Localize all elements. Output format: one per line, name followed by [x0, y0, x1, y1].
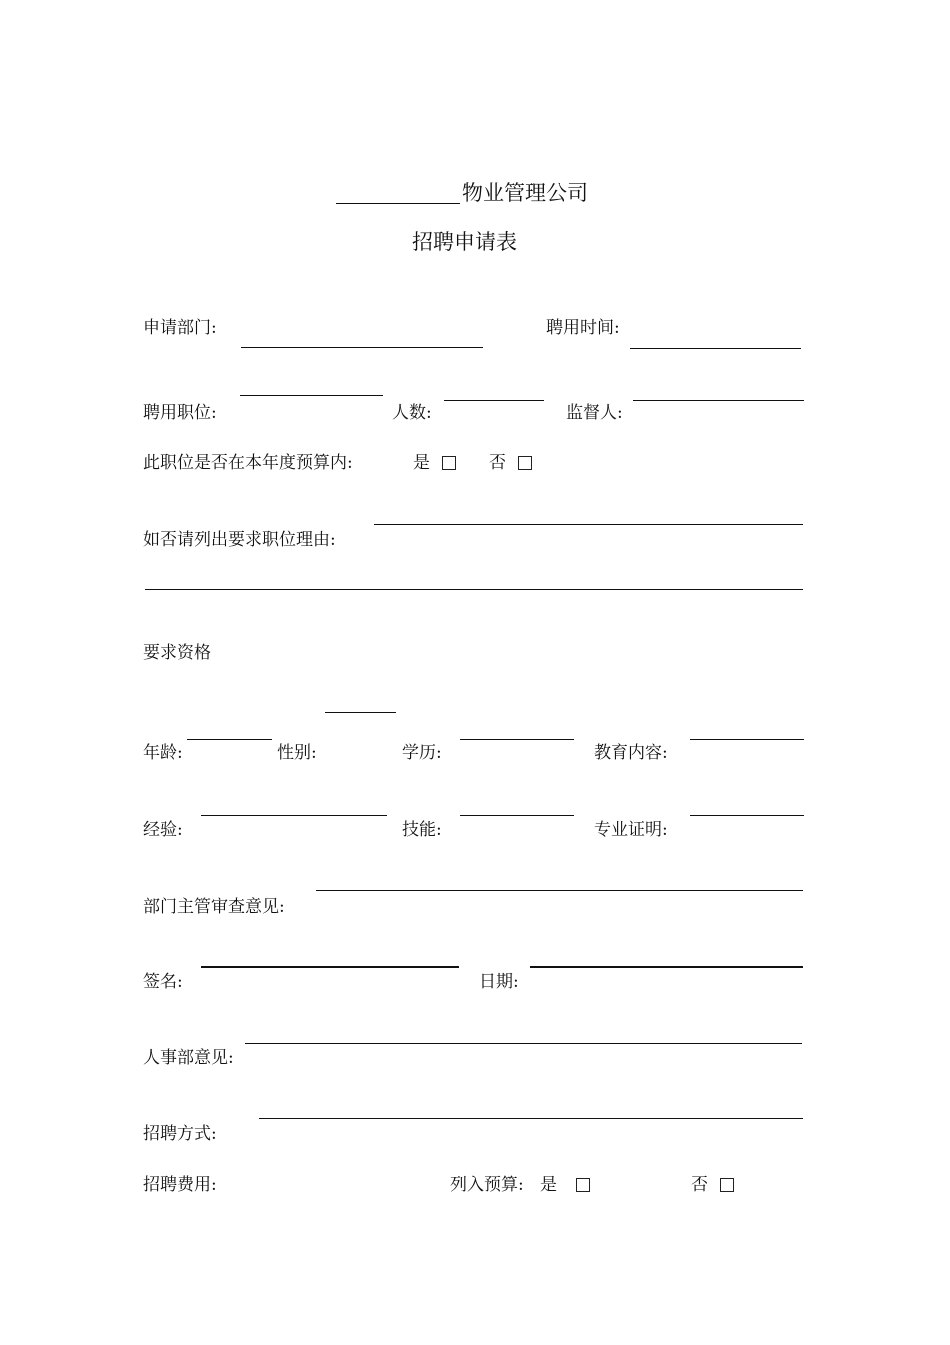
headcount-label: 人数:	[392, 403, 432, 423]
yes-checkbox[interactable]	[442, 456, 456, 470]
apply-department-label: 申请部门:	[143, 318, 217, 338]
education-content-label: 教育内容:	[594, 743, 668, 763]
headcount-field[interactable]	[444, 400, 544, 401]
hire-position-label: 聘用职位:	[143, 403, 217, 423]
certificate-label: 专业证明:	[594, 820, 668, 840]
hire-time-label: 聘用时间:	[546, 318, 620, 338]
apply-department-field[interactable]	[241, 347, 483, 348]
hr-opinion-label: 人事部意见:	[143, 1048, 234, 1068]
education-content-field[interactable]	[690, 739, 804, 740]
requirements-heading: 要求资格	[143, 643, 211, 663]
skills-field[interactable]	[460, 815, 574, 816]
reason-field-line-1[interactable]	[374, 524, 803, 525]
in-budget-question-label: 此职位是否在本年度预算内:	[143, 453, 353, 473]
company-name-blank-line[interactable]	[336, 203, 460, 204]
budget-no-label: 否	[691, 1175, 708, 1195]
skills-label: 技能:	[402, 820, 442, 840]
yes-label: 是	[413, 453, 430, 473]
age-field[interactable]	[187, 739, 272, 740]
no-label: 否	[489, 453, 506, 473]
no-checkbox[interactable]	[518, 456, 532, 470]
budget-yes-checkbox[interactable]	[576, 1178, 590, 1192]
company-name-suffix: 物业管理公司	[462, 181, 588, 205]
experience-field[interactable]	[201, 815, 387, 816]
gender-label: 性别:	[277, 743, 317, 763]
dept-head-opinion-label: 部门主管审查意见:	[143, 897, 285, 917]
recruit-cost-label: 招聘费用:	[143, 1175, 217, 1195]
hire-time-field[interactable]	[630, 348, 801, 349]
reason-field-line-2[interactable]	[145, 589, 803, 590]
certificate-field[interactable]	[690, 815, 804, 816]
signature-label: 签名:	[143, 972, 183, 992]
hr-opinion-field[interactable]	[245, 1043, 802, 1044]
dept-head-opinion-field[interactable]	[316, 890, 803, 891]
age-label: 年龄:	[143, 743, 183, 763]
date-field[interactable]	[530, 966, 803, 968]
date-label: 日期:	[479, 972, 519, 992]
hire-position-field[interactable]	[240, 395, 383, 396]
form-title: 招聘申请表	[412, 230, 517, 254]
experience-label: 经验:	[143, 820, 183, 840]
supervisor-field[interactable]	[633, 400, 804, 401]
gender-field[interactable]	[325, 712, 396, 713]
reason-if-not-label: 如否请列出要求职位理由:	[143, 530, 336, 550]
recruit-method-label: 招聘方式:	[143, 1124, 217, 1144]
education-field[interactable]	[460, 739, 574, 740]
budget-yes-label: 是	[540, 1175, 557, 1195]
budget-no-checkbox[interactable]	[720, 1178, 734, 1192]
education-label: 学历:	[402, 743, 442, 763]
in-budget-label: 列入预算:	[450, 1175, 524, 1195]
supervisor-label: 监督人:	[566, 403, 623, 423]
recruit-method-field[interactable]	[259, 1118, 803, 1119]
signature-field[interactable]	[201, 966, 459, 968]
